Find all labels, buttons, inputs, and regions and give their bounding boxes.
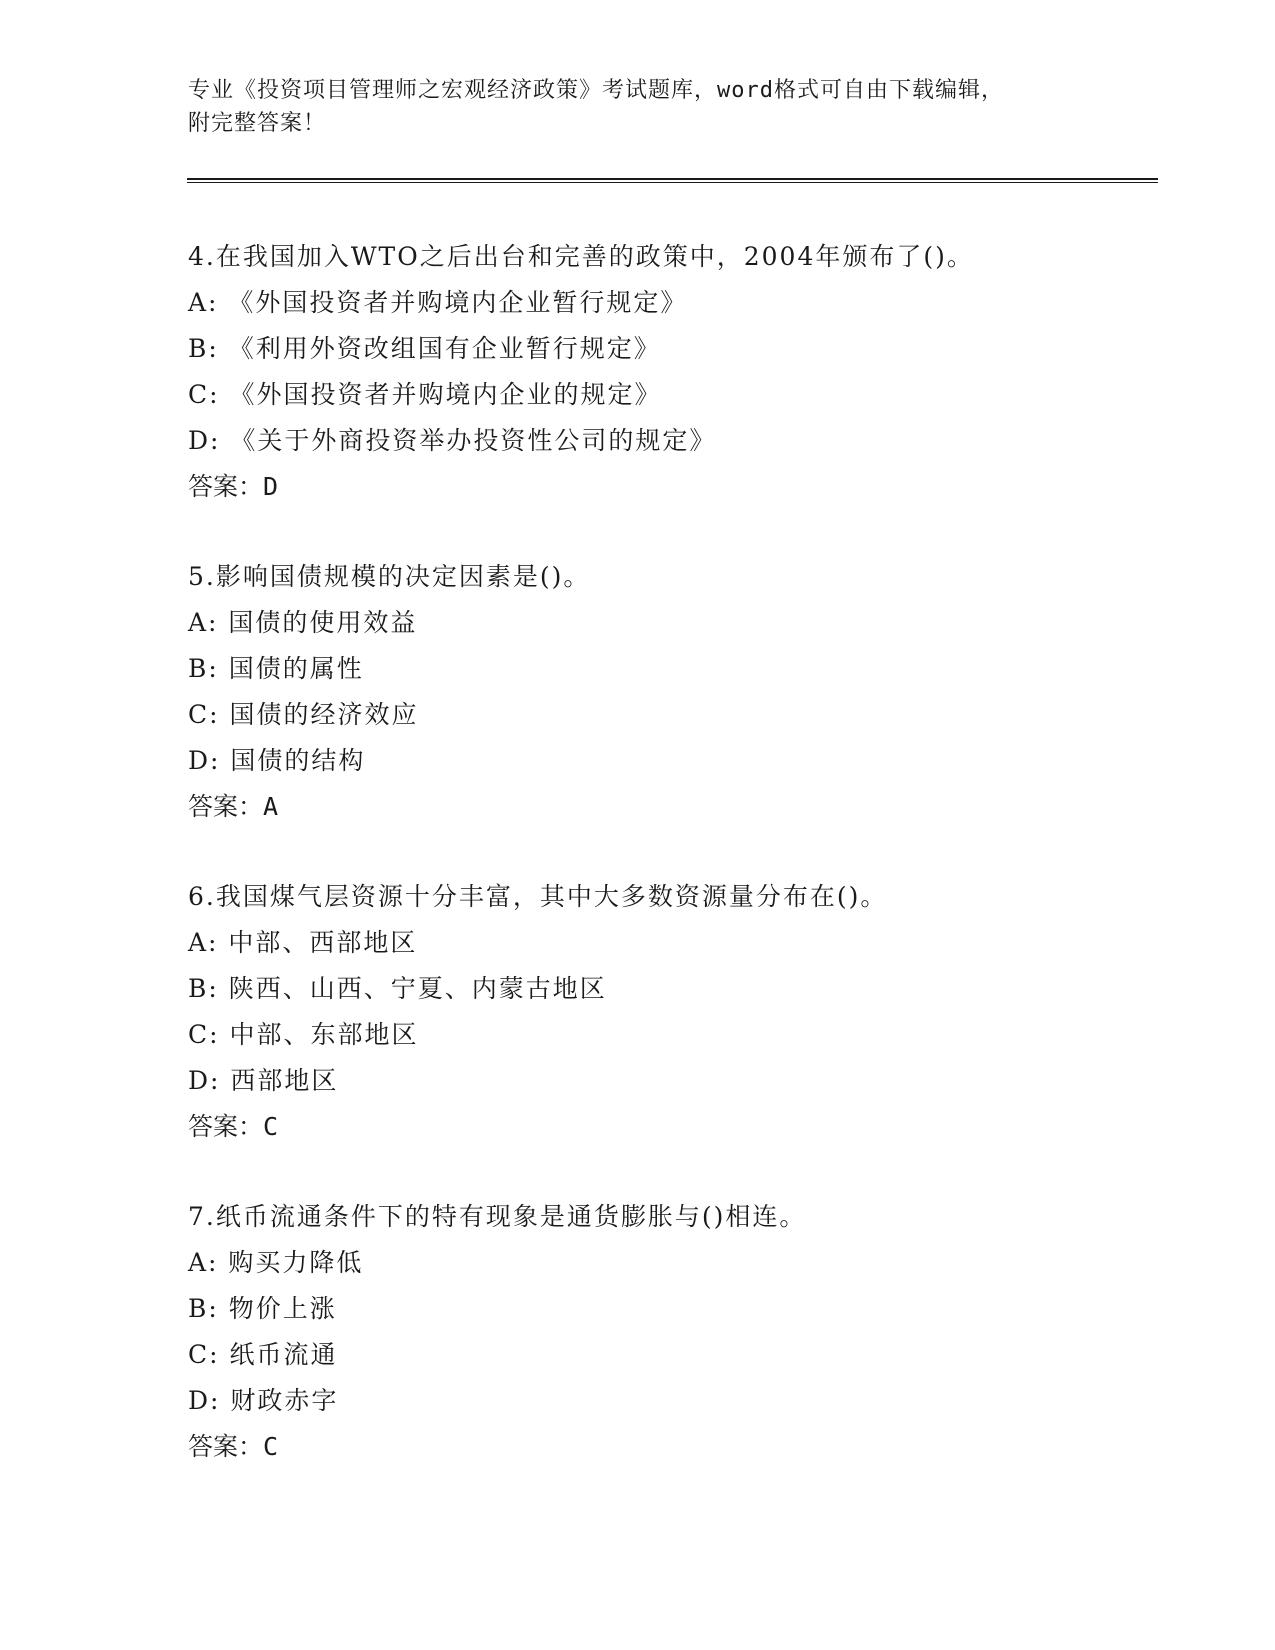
answer-line [188, 789, 1148, 835]
question-4 [188, 239, 1148, 559]
option-a: A: 购买力降低 [188, 1248, 364, 1277]
option-a: A: 《外国投资者并购境内企业暂行规定》 [188, 288, 688, 317]
option-a: A: 国债的使用效益 [188, 608, 418, 637]
question-stem: 7.纸币流通条件下的特有现象是通货膨胀与()相连。 [188, 1202, 807, 1231]
header-line-1: 专业《投资项目管理师之宏观经济政策》考试题库，word格式可自由下载编辑， [188, 78, 1004, 103]
answer-value: A [263, 792, 279, 821]
option-b: B: 《利用外资改组国有企业暂行规定》 [188, 334, 661, 363]
option-b: B: 物价上涨 [188, 1294, 337, 1323]
answer-value: C [263, 1112, 279, 1141]
question-stem: 4.在我国加入WTO之后出台和完善的政策中，2004年颁布了()。 [188, 242, 974, 271]
header-divider-thin [187, 182, 1158, 183]
question-stem: 5.影响国债规模的决定因素是()。 [188, 562, 591, 591]
option-d: D: 财政赤字 [188, 1386, 339, 1415]
option-a: A: 中部、西部地区 [188, 928, 418, 957]
option-d: D: 西部地区 [188, 1066, 339, 1095]
answer-label: 答案： [188, 792, 264, 821]
answer-line [188, 469, 1148, 515]
answer-value: C [263, 1432, 279, 1461]
answer-label: 答案： [188, 472, 264, 501]
answer-line [188, 1109, 1148, 1155]
question-7 [188, 1199, 1148, 1519]
option-c: C: 纸币流通 [188, 1340, 338, 1369]
answer-line [188, 1429, 1148, 1475]
option-d: D: 国债的结构 [188, 746, 366, 775]
option-d: D: 《关于外商投资举办投资性公司的规定》 [188, 426, 717, 455]
answer-label: 答案： [188, 1112, 264, 1141]
option-b: B: 陕西、山西、宁夏、内蒙古地区 [188, 974, 607, 1003]
question-stem: 6.我国煤气层资源十分丰富，其中大多数资源量分布在()。 [188, 882, 888, 911]
header-divider-thick [187, 178, 1158, 180]
question-list [188, 239, 1148, 1519]
option-c: C: 国债的经济效应 [188, 700, 419, 729]
option-b: B: 国债的属性 [188, 654, 364, 683]
answer-label: 答案： [188, 1432, 264, 1461]
question-5 [188, 559, 1148, 879]
header-line-2: 附完整答案！ [188, 111, 327, 136]
option-c: C: 中部、东部地区 [188, 1020, 419, 1049]
option-c: C: 《外国投资者并购境内企业的规定》 [188, 380, 662, 409]
question-6 [188, 879, 1148, 1199]
answer-value: D [263, 472, 279, 501]
document-header [188, 74, 1088, 140]
